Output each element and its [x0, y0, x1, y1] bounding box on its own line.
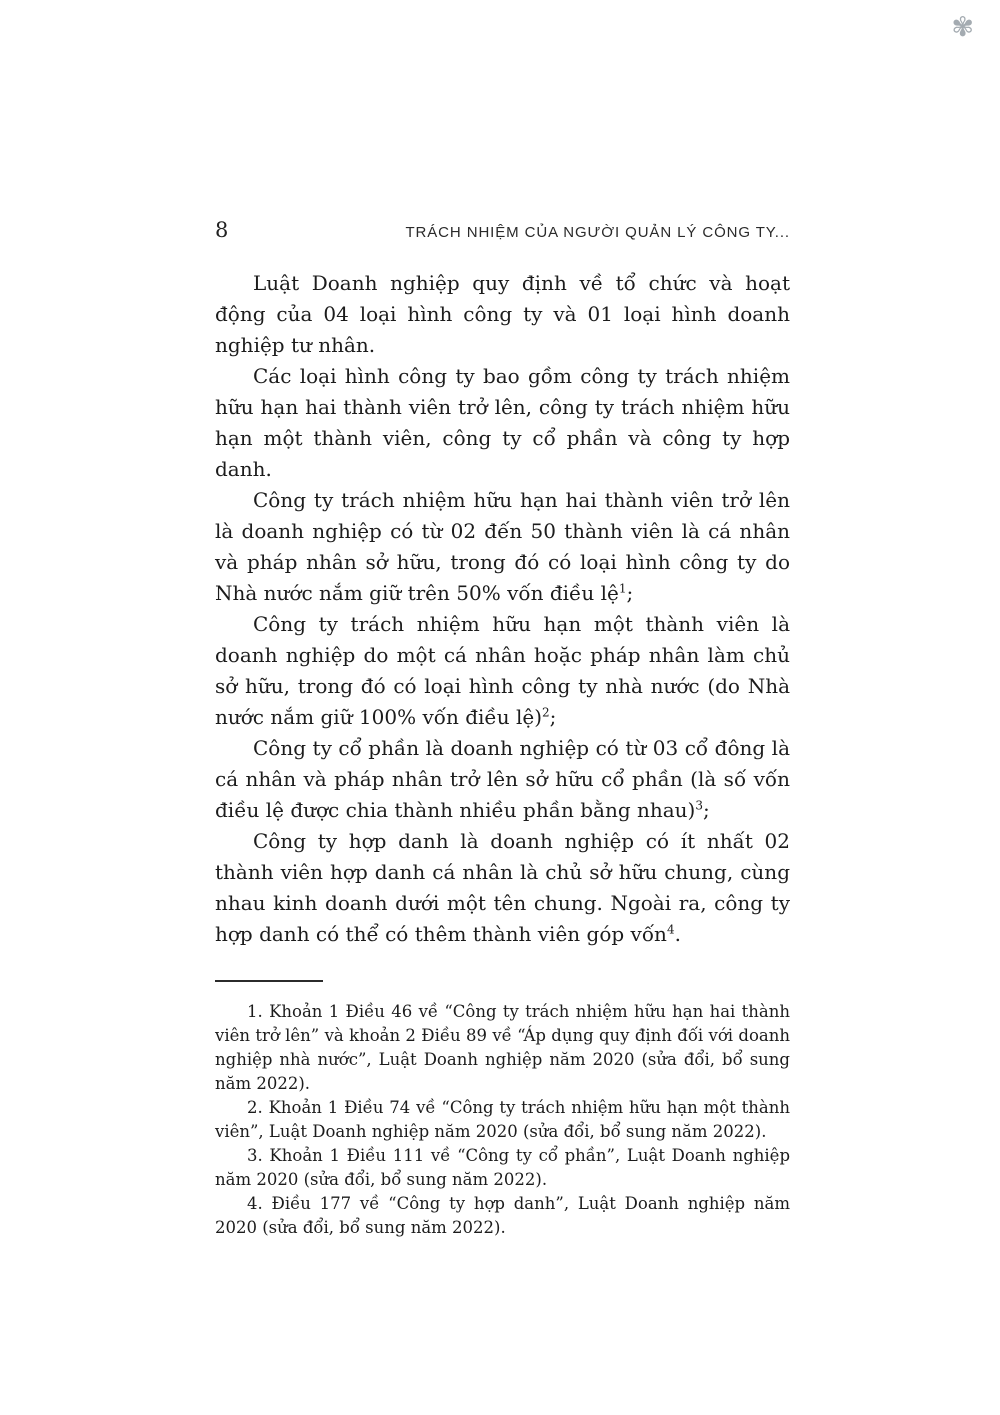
paragraph — [215, 826, 790, 950]
footnote-marker: 1 — [618, 581, 627, 596]
paragraph-text: Công ty hợp danh là doanh nghiệp có ít nhất 02 thành viên hợp danh cá nhân là chủ sở hữu chung, cùng nhau kinh doanh dưới một tên chung. Ngoài ra, công ty hợp danh có thể có thêm thành viên góp vốn — [215, 829, 790, 946]
paragraph-tail: ; — [549, 705, 557, 729]
running-title: TRÁCH NHIỆM CỦA NGƯỜI QUẢN LÝ CÔNG TY... — [405, 224, 790, 241]
footnote: 1. Khoản 1 Điều 46 về “Công ty trách nhiệm hữu hạn hai thành viên trở lên” và khoản 2 Điều 89 về “Áp dụng quy định đối với doanh nghiệp nhà nước”, Luật Doanh nghiệp năm 2020 (sửa đổi, bổ sung năm 2022). — [215, 1002, 790, 1093]
paragraph-text: Các loại hình công ty bao gồm công ty trách nhiệm hữu hạn hai thành viên trở lên, công ty trách nhiệm hữu hạn một thành viên, công ty cổ phần và công ty hợp danh. — [215, 364, 790, 481]
paragraph — [215, 485, 790, 609]
paragraph — [215, 609, 790, 733]
paragraph-text: Công ty trách nhiệm hữu hạn một thành viên là doanh nghiệp do một cá nhân hoặc pháp nhân làm chủ sở hữu, trong đó có loại hình công ty nhà nước (do Nhà nước nắm giữ 100% vốn điều lệ) — [215, 612, 790, 729]
paragraph-tail: ; — [703, 798, 710, 822]
footnote-marker: 4 — [666, 922, 675, 937]
page-header — [215, 0, 790, 242]
florette-icon: ✾ — [951, 12, 974, 43]
paragraph-text: Công ty cổ phần là doanh nghiệp có từ 03 cổ đông là cá nhân và pháp nhân trở lên sở hữu cổ phần (là số vốn điều lệ được chia thành nhiều phần bằng nhau) — [215, 736, 790, 822]
footnotes-section — [215, 1000, 790, 1240]
footnote-marker: 3 — [695, 798, 703, 813]
paragraph-text: Luật Doanh nghiệp quy định về tổ chức và hoạt động của 04 loại hình công ty và 01 loại hình doanh nghiệp tư nhân. — [215, 271, 790, 357]
page-number: 8 — [215, 218, 229, 242]
paragraph — [215, 733, 790, 826]
paragraph-text: Công ty trách nhiệm hữu hạn hai thành viên trở lên là doanh nghiệp có từ 02 đến 50 thành viên là cá nhân và pháp nhân sở hữu, trong đó có loại hình công ty do Nhà nước nắm giữ trên 50% vốn điều lệ — [215, 488, 790, 605]
paragraph — [215, 361, 790, 485]
paragraph — [215, 268, 790, 361]
footnote: 3. Khoản 1 Điều 111 về “Công ty cổ phần”, Luật Doanh nghiệp năm 2020 (sửa đổi, bổ sung năm 2022). — [215, 1146, 790, 1189]
paragraph-tail: . — [674, 922, 681, 946]
footnote-marker: 2 — [542, 705, 550, 720]
body-text — [215, 268, 790, 950]
footnote: 4. Điều 177 về “Công ty hợp danh”, Luật Doanh nghiệp năm 2020 (sửa đổi, bổ sung năm 2022). — [215, 1194, 790, 1237]
footnote-divider — [215, 980, 323, 982]
paragraph-tail: ; — [626, 581, 634, 605]
footnote: 2. Khoản 1 Điều 74 về “Công ty trách nhiệm hữu hạn một thành viên”, Luật Doanh nghiệp năm 2020 (sửa đổi, bổ sung năm 2022). — [215, 1098, 790, 1141]
